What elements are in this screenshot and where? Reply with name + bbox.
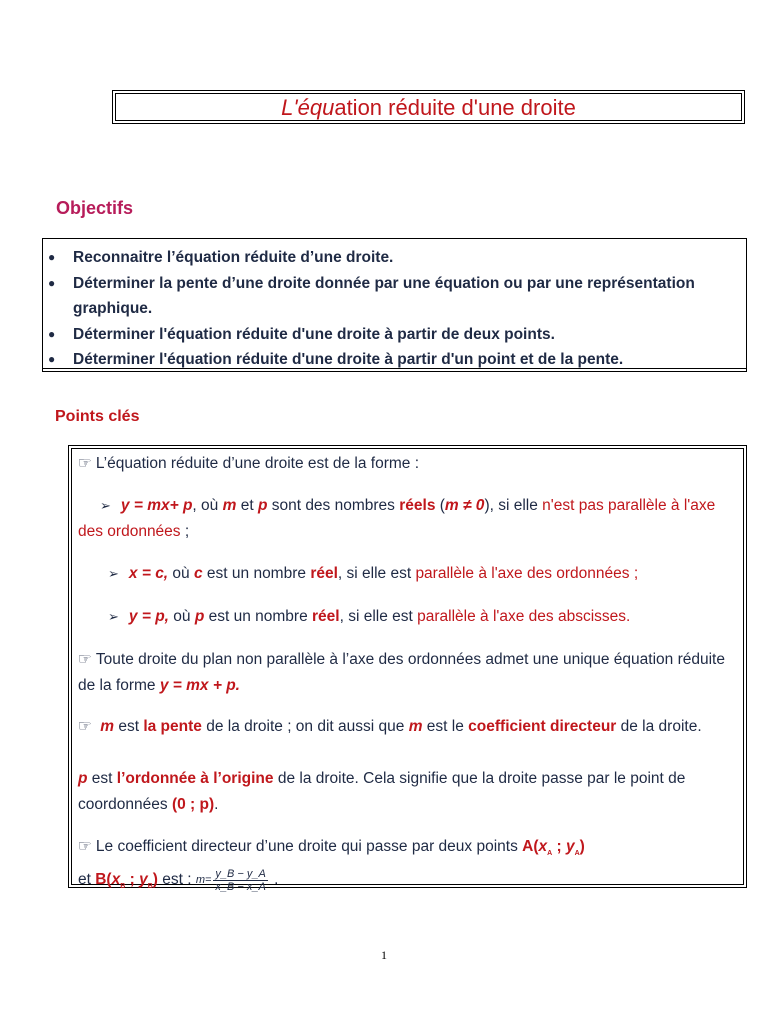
paragraph-unique-equation: ☞ Toute droite du plan non parallèle à l’axe des ordonnées admet une unique équation réduite de la forme y = mx + p. bbox=[78, 651, 725, 694]
pointing-hand-icon: ☞ bbox=[78, 718, 92, 735]
objectifs-box bbox=[42, 238, 747, 372]
paragraph-coefficient-formula: ☞ Le coefficient directeur d’une droite qui passe par deux points $A(x_A$ ; $y_A$) et $B(x_B$ ; $y_B$) est : m= $\frac{y\_B - y\_A}{x\_B - x\_A}$ . bbox=[78, 838, 585, 893]
paragraph-ordonnee: p est l’ordonnée à l’origine de la droite. Cela signifie que la droite passe par le point de coordonnées (0 ; p). bbox=[78, 770, 686, 813]
bullet-icon: ● bbox=[48, 275, 56, 290]
objectifs-heading: Objectifs bbox=[56, 198, 134, 218]
arrow-bullet-icon: ➢ bbox=[100, 498, 111, 513]
slope-fraction: $\frac{y\_B - y\_A}{x\_B - x\_A}$ bbox=[215, 867, 266, 893]
formula-m-equals: m= bbox=[195, 874, 212, 887]
objectifs-list bbox=[43, 245, 746, 373]
points-cles-heading: Points clés bbox=[55, 408, 140, 425]
page-title bbox=[113, 95, 744, 121]
list-item: ● Déterminer la pente d’une droite donnée par une équation ou par une représentation graphique. bbox=[43, 271, 746, 322]
list-item: ● Reconnaitre l’équation réduite d’une droite. bbox=[43, 245, 746, 271]
arrow-bullet-icon: ➢ bbox=[108, 566, 119, 581]
list-item: ● Déterminer l'équation réduite d'une droite à partir d'un point et de la pente. bbox=[43, 347, 746, 373]
bullet-icon: ● bbox=[48, 326, 56, 341]
title-italic-part: L'équ bbox=[281, 95, 335, 120]
case-not-parallel: ➢ y = mx+ p, où m et p sont des nombres réels (m ≠ 0), si elle n'est pas parallèle à l'axe des ordonnées ; bbox=[78, 497, 716, 540]
title-box bbox=[112, 90, 745, 124]
pointing-hand-icon: ☞ bbox=[78, 651, 92, 668]
paragraph-pente: ☞ m est la pente de la droite ; on dit aussi que m est le coefficient directeur de la droite. bbox=[78, 718, 702, 735]
case-parallel-ordinate: ➢ x = c, où c est un nombre réel, si elle est parallèle à l'axe des ordonnées ; bbox=[108, 565, 639, 582]
arrow-bullet-icon: ➢ bbox=[108, 609, 119, 624]
bullet-icon: ● bbox=[48, 250, 56, 264]
case-parallel-abscissa: ➢ y = p, où p est un nombre réel, si elle est parallèle à l'axe des abscisses. bbox=[108, 608, 631, 625]
pointing-hand-icon: ☞ bbox=[78, 455, 92, 472]
pointing-hand-icon: ☞ bbox=[78, 838, 92, 855]
list-item: ● Déterminer l'équation réduite d'une droite à partir de deux points. bbox=[43, 322, 746, 348]
title-rest: ation réduite d'une droite bbox=[334, 95, 576, 120]
page-number: 1 bbox=[381, 948, 387, 962]
paragraph-form: ☞ L’équation réduite d’une droite est de la forme : bbox=[78, 455, 420, 472]
bullet-icon: ● bbox=[48, 352, 56, 366]
